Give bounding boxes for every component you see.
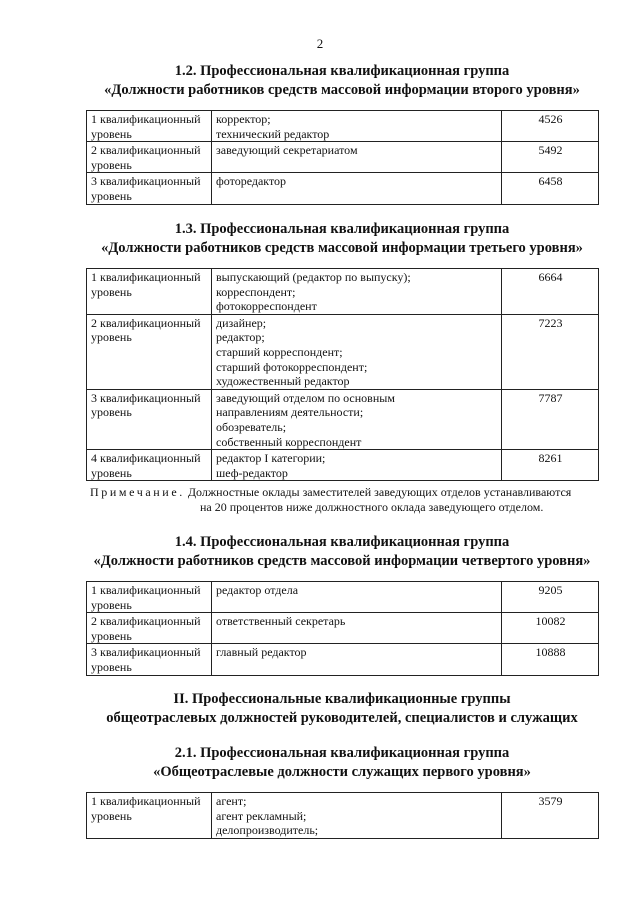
positions-cell <box>212 613 502 644</box>
position-name: фоторедактор <box>216 174 287 189</box>
position-name: корректор; <box>216 112 271 126</box>
table-row <box>87 389 599 449</box>
qualification-level: 2 квалификационный уровень <box>87 142 212 173</box>
positions-cell <box>212 644 502 675</box>
qualification-level: 2 квалификационный уровень <box>87 613 212 644</box>
position-name: направлениям деятельности; <box>216 405 364 420</box>
salary-value: 7787 <box>502 389 599 449</box>
positions-cell <box>212 793 502 839</box>
position-name: старший фотокорреспондент; <box>216 359 368 374</box>
section-title-line2: «Должности работников средств массовой информации третьего уровня» <box>101 240 583 256</box>
qualification-level: 1 квалификационный уровень <box>87 269 212 315</box>
position-name: технический редактор <box>216 126 330 141</box>
positions-cell <box>212 582 502 613</box>
table-row <box>87 613 599 644</box>
salary-value: 10888 <box>502 644 599 675</box>
part-2-title-line2: общеотраслевых должностей руководителей, специалистов и служащих <box>106 710 578 726</box>
position-name: собственный корреспондент <box>216 434 362 449</box>
note-line2: на 20 процентов ниже должностного оклада заведующего отделом. <box>200 500 544 514</box>
position-name: редактор отдела <box>216 583 299 597</box>
salary-value: 9205 <box>502 582 599 613</box>
table-row <box>87 582 599 613</box>
salary-value: 6458 <box>502 173 599 204</box>
qualification-level: 3 квалификационный уровень <box>87 644 212 675</box>
salary-value: 10082 <box>502 613 599 644</box>
qualification-level: 2 квалификационный уровень <box>87 314 212 389</box>
note-lead: Примечание. <box>90 485 185 499</box>
section-title-line2: «Должности работников средств массовой информации второго уровня» <box>104 82 580 98</box>
table-row <box>87 450 599 481</box>
part-2-title-line1: II. Профессиональные квалификационные группы <box>173 691 511 707</box>
position-name: художественный редактор <box>216 374 350 389</box>
table-row <box>87 793 599 839</box>
section-title-line2: «Должности работников средств массовой информации четвертого уровня» <box>93 553 591 569</box>
position-name: выпускающий (редактор по выпуску); <box>216 270 411 284</box>
positions-cell <box>212 142 502 173</box>
position-name: ответственный секретарь <box>216 614 346 629</box>
section-title-line2: «Общеотраслевые должности служащих первого уровня» <box>153 764 531 780</box>
table-2-1 <box>86 792 599 839</box>
page-number: 2 <box>316 36 324 51</box>
table-row <box>87 111 599 142</box>
salary-value: 8261 <box>502 450 599 481</box>
positions-cell <box>212 389 502 449</box>
position-name: агент рекламный; <box>216 808 307 823</box>
position-name: делопроизводитель; <box>216 823 319 838</box>
table-row <box>87 142 599 173</box>
salary-value: 3579 <box>502 793 599 839</box>
section-heading-1-2 <box>86 62 598 100</box>
position-name: заведующий отделом по основным <box>216 390 395 405</box>
position-name: заведующий секретариатом <box>216 143 358 158</box>
position-name: редактор; <box>216 330 265 345</box>
positions-cell <box>212 314 502 389</box>
position-name: фотокорреспондент <box>216 299 317 314</box>
salary-value: 4526 <box>502 111 599 142</box>
position-name: дизайнер; <box>216 315 267 330</box>
positions-cell <box>212 173 502 204</box>
qualification-level: 3 квалификационный уровень <box>87 173 212 204</box>
qualification-level: 1 квалификационный уровень <box>87 793 212 839</box>
positions-cell <box>212 269 502 315</box>
part-2-heading <box>86 690 598 728</box>
salary-value: 7223 <box>502 314 599 389</box>
position-name: шеф-редактор <box>216 465 288 480</box>
section-heading-1-4 <box>86 533 598 571</box>
table-row <box>87 644 599 675</box>
section-title-line1: 1.3. Профессиональная квалификационная группа <box>174 221 510 237</box>
table-1-4 <box>86 581 599 676</box>
qualification-level: 1 квалификационный уровень <box>87 111 212 142</box>
table-1-2 <box>86 110 599 205</box>
note-line1: Должностные оклады заместителей заведующих отделов устанавливаются <box>187 485 572 499</box>
section-heading-2-1 <box>86 744 598 782</box>
table-1-3 <box>86 268 599 481</box>
positions-cell <box>212 450 502 481</box>
position-name: корреспондент; <box>216 284 296 299</box>
salary-value: 6664 <box>502 269 599 315</box>
table-row <box>87 173 599 204</box>
salary-value: 5492 <box>502 142 599 173</box>
table-row <box>87 269 599 315</box>
section-title-line1: 1.4. Профессиональная квалификационная группа <box>174 534 510 550</box>
position-name: старший корреспондент; <box>216 344 343 359</box>
position-name: главный редактор <box>216 645 307 660</box>
positions-cell <box>212 111 502 142</box>
qualification-level: 4 квалификационный уровень <box>87 450 212 481</box>
qualification-level: 3 квалификационный уровень <box>87 389 212 449</box>
section-title-line1: 2.1. Профессиональная квалификационная группа <box>174 745 510 761</box>
section-heading-1-3 <box>86 220 598 258</box>
note <box>90 485 600 515</box>
position-name: агент; <box>216 794 247 808</box>
qualification-level: 1 квалификационный уровень <box>87 582 212 613</box>
position-name: обозреватель; <box>216 419 287 434</box>
position-name: редактор I категории; <box>216 451 326 466</box>
section-title-line1: 1.2. Профессиональная квалификационная группа <box>174 63 510 79</box>
table-row <box>87 314 599 389</box>
